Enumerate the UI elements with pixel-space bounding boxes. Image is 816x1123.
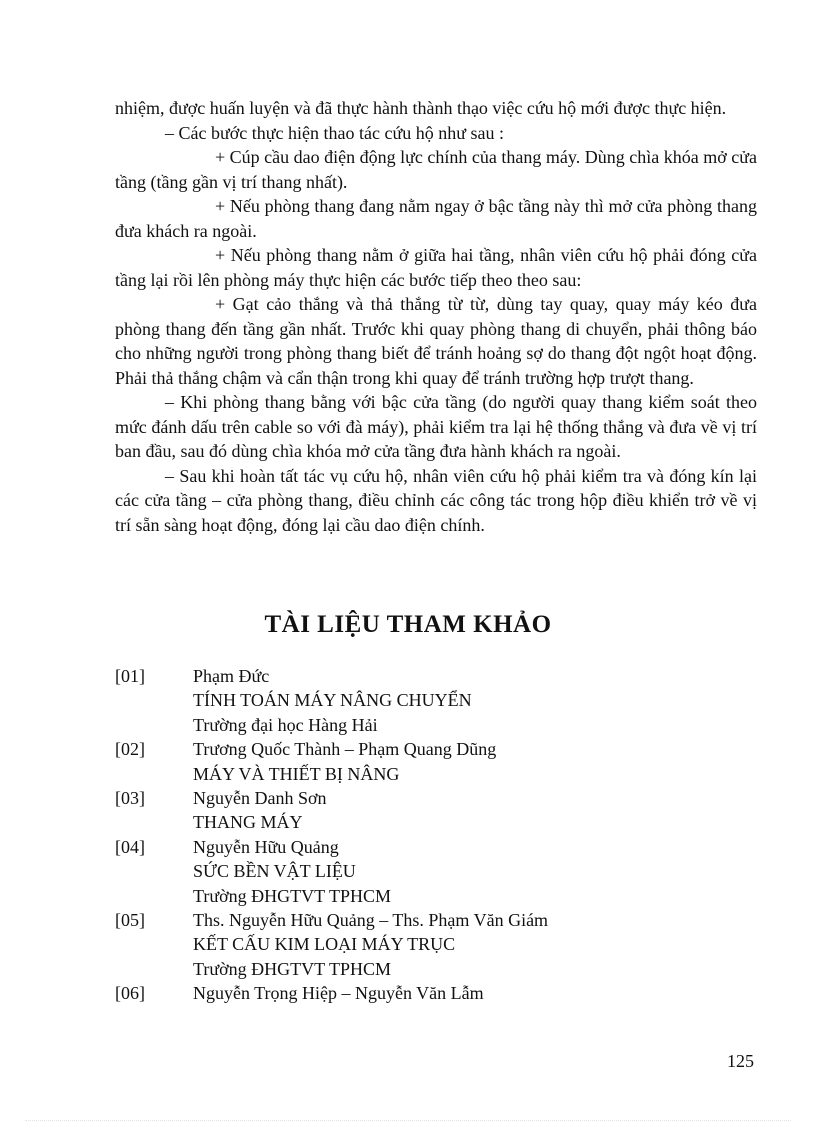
- reference-list: [115, 664, 757, 1006]
- reference-title: KẾT CẤU KIM LOẠI MÁY TRỤC: [193, 934, 456, 955]
- section-title: TÀI LIỆU THAM KHẢO: [264, 611, 552, 638]
- reference-author: Nguyễn Danh Sơn: [193, 788, 327, 809]
- paragraph: + Nếu phòng thang đang nằm ngay ở bậc tầng này thì mở cửa phòng thang đưa khách ra ngoài.: [115, 196, 757, 241]
- reference-item: [115, 786, 757, 835]
- reference-title: TÍNH TOÁN MÁY NÂNG CHUYỂN: [193, 690, 472, 711]
- reference-item: [115, 835, 757, 908]
- reference-number: [02]: [115, 739, 145, 760]
- reference-number: [04]: [115, 836, 145, 857]
- reference-title: THANG MÁY: [193, 812, 303, 833]
- reference-number: [01]: [115, 666, 145, 686]
- reference-publisher: Trường ĐHGTVT TPHCM: [193, 885, 391, 906]
- reference-item: [115, 664, 757, 737]
- page-number: 125: [727, 1051, 754, 1071]
- reference-number: [03]: [115, 788, 145, 809]
- paragraph: – Sau khi hoàn tất tác vụ cứu hộ, nhân viên cứu hộ phải kiểm tra và đóng kín lại các cửa tầng – cửa phòng thang, điều chỉnh các công tác trong hộp điều khiển trở về vị trí sẵn sàng hoạt động, đóng lại cầu dao điện chính.: [115, 465, 757, 535]
- body-text: [115, 96, 757, 537]
- reference-author: Phạm Đức: [193, 666, 270, 686]
- reference-author: Trương Quốc Thành – Phạm Quang Dũng: [193, 739, 497, 760]
- paragraph: + Nếu phòng thang nằm ở giữa hai tầng, nhân viên cứu hộ phải đóng cửa tầng lại rồi lên phòng máy thực hiện các bước tiếp theo theo sau:: [115, 245, 757, 290]
- reference-author: Nguyễn Trọng Hiệp – Nguyễn Văn Lẫm: [193, 983, 484, 1004]
- reference-item: [115, 908, 757, 981]
- reference-author: Ths. Nguyễn Hữu Quảng – Ths. Phạm Văn Giám: [193, 910, 549, 931]
- reference-number: [06]: [115, 983, 145, 1004]
- paragraph: + Cúp cầu dao điện động lực chính của thang máy. Dùng chìa khóa mở cửa tầng (tầng gần vị trí thang nhất).: [115, 147, 757, 192]
- reference-title: SỨC BỀN VẬT LIỆU: [193, 861, 356, 882]
- reference-title: MÁY VÀ THIẾT BỊ NÂNG: [193, 763, 400, 784]
- footer-dotted-rule: [25, 1120, 791, 1121]
- reference-item: [115, 737, 757, 786]
- reference-publisher: Trường đại học Hàng Hải: [193, 714, 378, 735]
- reference-number: [05]: [115, 910, 145, 931]
- reference-item: [115, 981, 757, 1005]
- paragraph: nhiệm, được huấn luyện và đã thực hành thành thạo việc cứu hộ mới được thực hiện.: [115, 98, 727, 118]
- paragraph: – Khi phòng thang bằng với bậc cửa tầng (do người quay thang kiểm soát theo mức đánh dấu trên cable so với đà máy), phải kiểm tra lại hệ thống thắng và đưa về vị trí ban đầu, sau đó dùng chìa khóa mở cửa tầng đưa hành khách ra ngoài.: [115, 392, 757, 461]
- reference-author: Nguyễn Hữu Quảng: [193, 836, 339, 857]
- paragraph: + Gạt cảo thắng và thả thắng từ từ, dùng tay quay, quay máy kéo đưa phòng thang đến tầng gần nhất. Trước khi quay phòng thang di chuyển, phải thông báo cho những người trong phòng thang biết để tránh hoảng sợ do thang đột ngột hoạt động. Phải thả thắng chậm và cẩn thận trong khi quay để tránh trường hợp trượt thang.: [115, 294, 757, 388]
- reference-publisher: Trường ĐHGTVT TPHCM: [193, 958, 391, 979]
- paragraph: – Các bước thực hiện thao tác cứu hộ như sau :: [165, 122, 504, 143]
